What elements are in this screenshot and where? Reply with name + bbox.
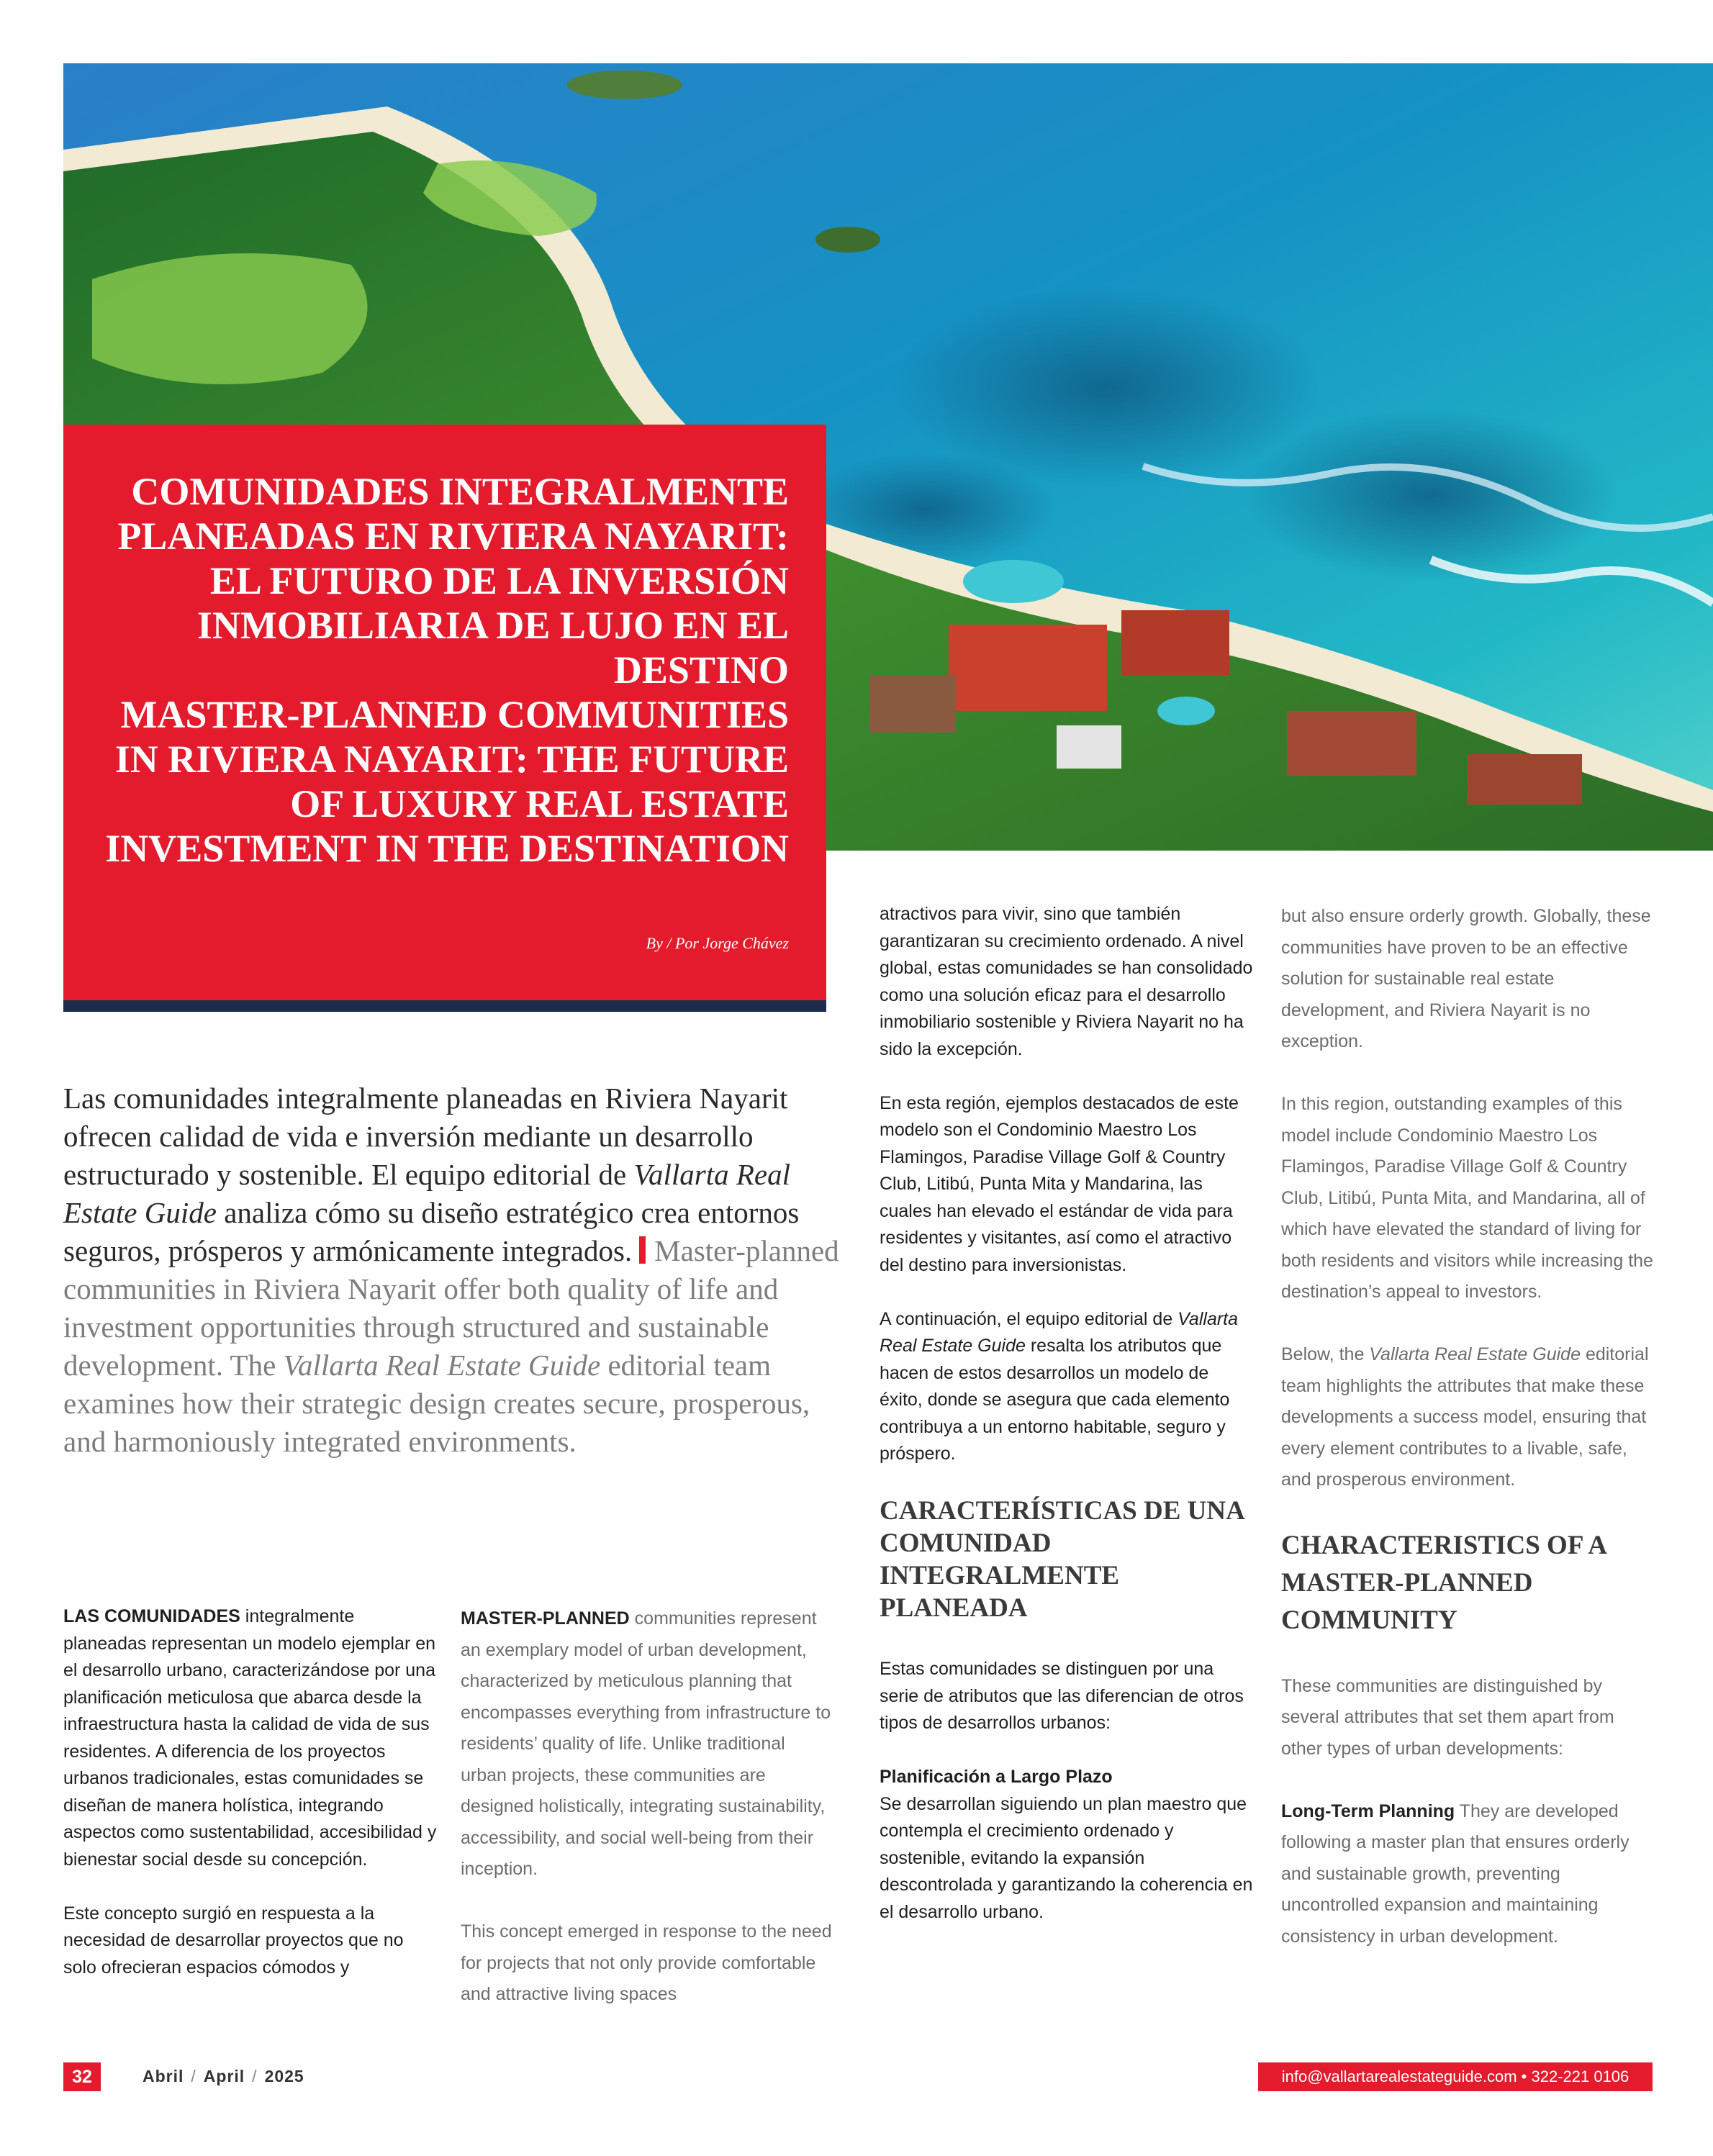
column-2-en (461, 1603, 835, 2011)
intro-en: Master-planned communities in Riviera Nayarit offer both quality of life and investment opportunities through structured and sustainable development. The Vallarta Real Estate Guide editorial team examines how their strategic design creates secure, prosperous, and harmoniously integrated environments. (63, 1234, 839, 1458)
col2-paragraph-2: This concept emerged in response to the need for projects that not only provide comfortable and attractive living spaces (461, 1921, 832, 2004)
byline: By / Por Jorge Chávez (646, 934, 789, 952)
col1-paragraph-2: Este concepto surgió en respuesta a la necesidad de desarrollar proyectos que no solo ofrecieran espacios cómodos y (63, 1903, 404, 1978)
col3-subheading: Planificación a Largo Plazo (880, 1767, 1113, 1787)
col2-paragraph-1: MASTER-PLANNED communities represent an exemplary model of urban development, characterized by meticulous planning that encompasses everything from infrastructure to residents’ quality of life. Unlike traditional urban projects, these communities are designed holistically, integrating sustainability, accessibility, and social well-being from their inception. (461, 1608, 831, 1879)
col4-paragraph-3: Below, the Vallarta Real Estate Guide editorial team highlights the attributes that make these developments a success model, ensuring that every element contributes to a livable, safe, and prosperous environment. (1281, 1344, 1649, 1490)
col4-paragraph-4: These communities are distinguished by several attributes that set them apart from other types of urban developments: (1281, 1675, 1614, 1759)
intro-divider-bar (639, 1236, 646, 1264)
footer-date: Abril / April / 2025 (143, 2067, 304, 2085)
title-box (63, 425, 826, 1000)
article-title-en: MASTER-PLANNED COMMUNITIES IN RIVIERA NAYARIT: THE FUTURE OF LUXURY REAL ESTATE INVESTMENT IN THE DESTINATION (105, 693, 789, 870)
article-title-es: COMUNIDADES INTEGRALMENTE PLANEADAS EN RIVIERA NAYARIT: EL FUTURO DE LA INVERSIÓN INMOBILIARIA DE LUJO EN EL DESTINO (117, 470, 789, 692)
title-underline-bar (63, 1000, 826, 1012)
section-heading-en: CHARACTERISTICS OF A MASTER-PLANNED COMMUNITY (1281, 1531, 1606, 1635)
column-4-en (1281, 901, 1655, 1952)
col3-paragraph-2: En esta región, ejemplos destacados de este modelo son el Condominio Maestro Los Flamingos, Paradise Village Golf & Country Club, Litibú, Punta Mita y Mandarina, las cuales han elevado el estándar de vida para residentes y visitantes, así como el atractivo del destino para inversionistas. (880, 1092, 1239, 1275)
col3-paragraph-1: atractivos para vivir, sino que también garantizaran su crecimiento ordenado. A nivel global, estas comunidades se han consolidado como una solución eficaz para el desarrollo inmobiliario sostenible y Riviera Nayarit no ha sido la excepción. (880, 904, 1253, 1059)
col3-paragraph-5: Se desarrollan siguiendo un plan maestro que contempla el crecimiento ordenado y sostenible, evitando la expansión descontrolada y garantizando la coherencia en el desarrollo urbano. (880, 1793, 1253, 1922)
intro-es: Las comunidades integralmente planeadas en Riviera Nayarit ofrecen calidad de vida e inversión mediante un desarrollo estructurado y sostenible. El equipo editorial de Vallarta Real Estate Guide analiza cómo su diseño estratégico crea entornos seguros, prósperos y armónicamente integrados. (63, 1082, 800, 1267)
section-heading-es: CARACTERÍSTICAS DE UNA COMUNIDAD INTEGRALMENTE PLANEADA (880, 1496, 1244, 1623)
page-number: 32 (63, 2062, 101, 2091)
col4-paragraph-2: In this region, outstanding examples of this model include Condominio Maestro Los Flamingos, Paradise Village Golf & Country Club, Litibú, Punta Mita, and Mandarina, all of which have elevated the standard of living for both residents and visitors while increasing the destination’s appeal to investors. (1281, 1094, 1653, 1302)
column-1-es (63, 1603, 438, 1981)
col3-paragraph-4: Estas comunidades se distinguen por una serie de atributos que las diferencian de otros tipos de desarrollos urbanos: (880, 1659, 1244, 1733)
column-3-es (880, 901, 1254, 1926)
intro-paragraph (63, 1079, 841, 1461)
col1-paragraph-1: LAS COMUNIDADES integralmente planeadas representan un modelo ejemplar en el desarrollo urbano, caracterizándose por una planificación meticulosa que abarca desde la infraestructura hasta la calidad de vida de sus residentes. A diferencia de los proyectos urbanos tradicionales, estas comunidades se diseñan de manera holística, integrando aspectos como sustentabilidad, accesibilidad y bienestar social desde su concepción. (63, 1606, 437, 1870)
col4-paragraph-5: Long-Term Planning They are developed following a master plan that ensures orderly and sustainable growth, preventing uncontrolled expansion and maintaining consistency in urban development. (1281, 1801, 1630, 1947)
col4-paragraph-1: but also ensure orderly growth. Globally, these communities have proven to be an effective solution for sustainable real estate development, and Riviera Nayarit is no exception. (1281, 906, 1651, 1051)
footer-contact[interactable]: info@vallartarealestateguide.com • 322-221 0106 (1258, 2062, 1653, 2091)
col3-paragraph-3: A continuación, el equipo editorial de Vallarta Real Estate Guide resalta los atributos que hacen de estos desarrollos un modelo de éxito, donde se asegura que cada elemento contribuya a un entorno habitable, seguro y próspero. (880, 1308, 1239, 1464)
